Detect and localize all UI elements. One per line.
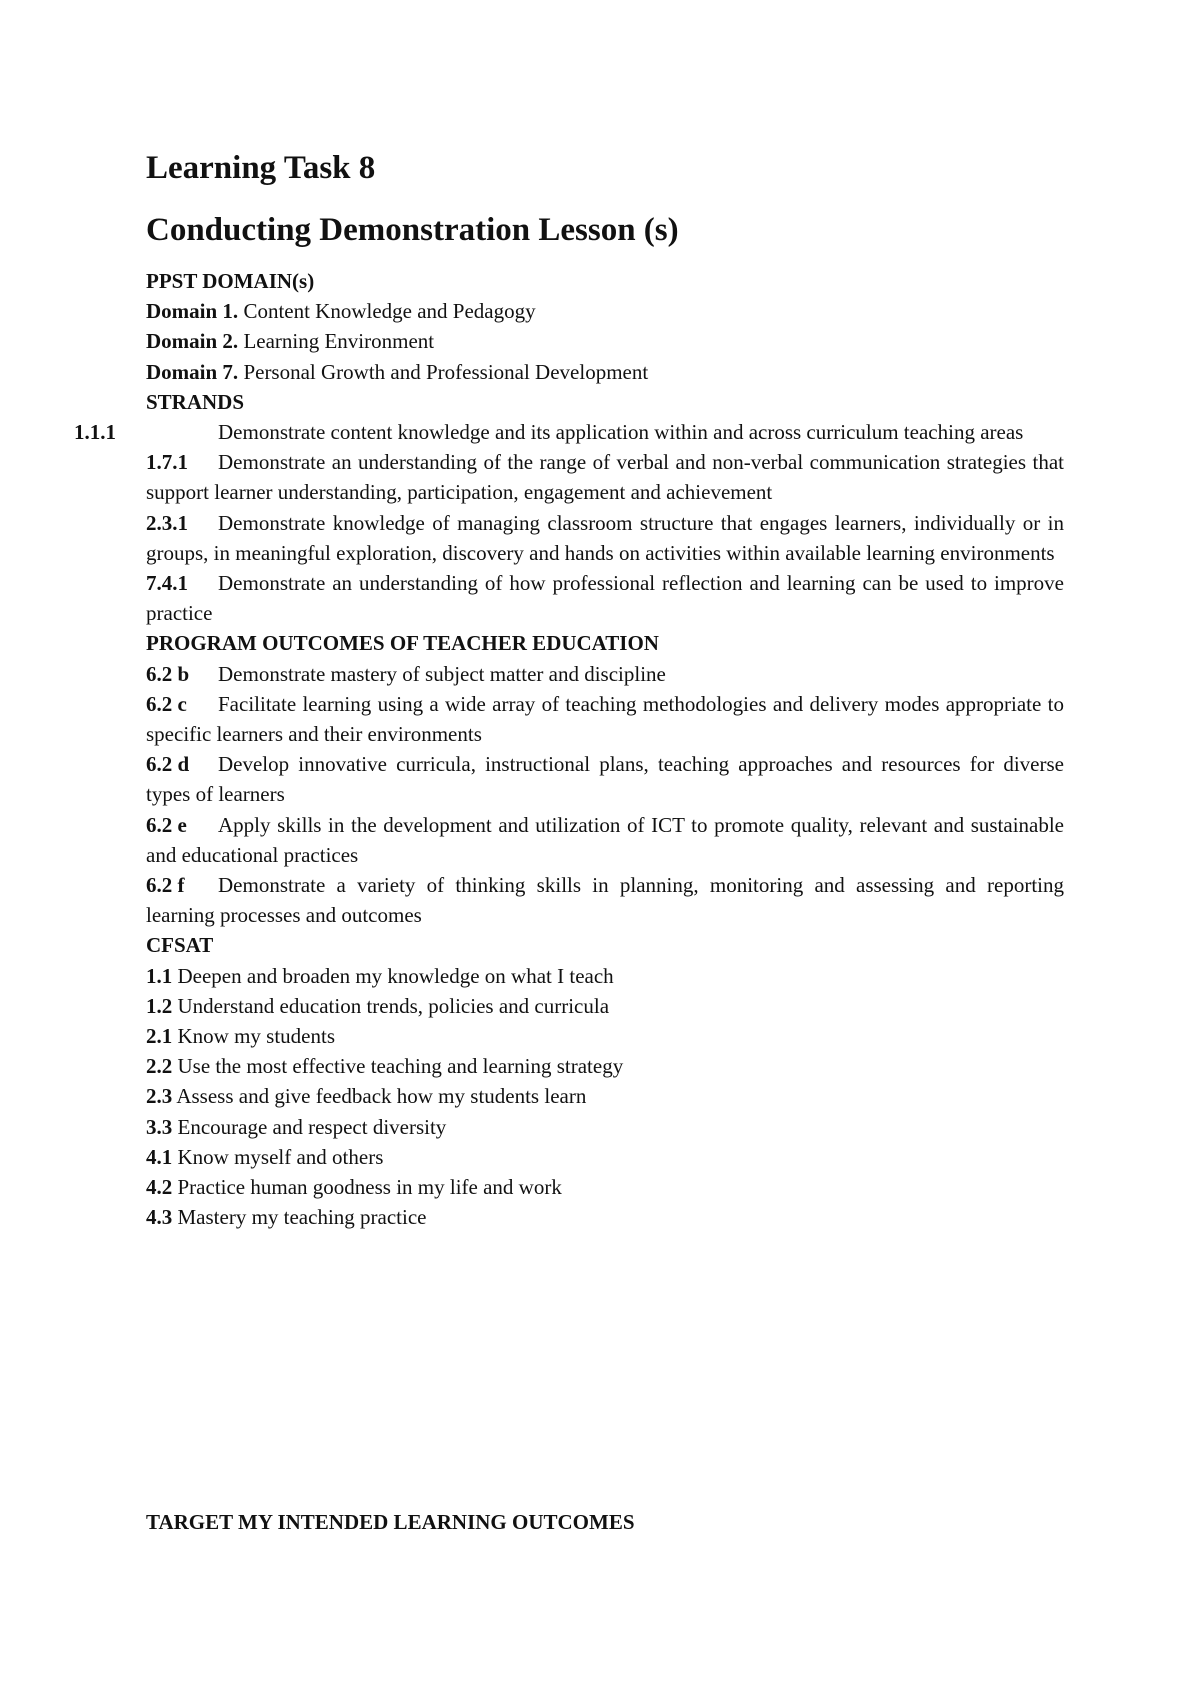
- cfsat-text: Understand education trends, policies and curricula: [172, 993, 610, 1018]
- cfsat-number: 4.3: [146, 1205, 173, 1230]
- strand-item: [146, 568, 1064, 628]
- outcome-text: Develop innovative curricula, instructional plans, teaching approaches and resources for diverse types of learners: [146, 752, 1064, 807]
- strand-text: Demonstrate content knowledge and its application within and across curriculum teaching areas: [218, 420, 1024, 445]
- cfsat-item: [146, 991, 1064, 1021]
- cfsat-item: [146, 1202, 1064, 1232]
- strand-number: 7.4.1: [146, 571, 188, 596]
- strand-text: Demonstrate an understanding of how professional reflection and learning can be used to improve practice: [146, 571, 1064, 626]
- cfsat-text: Use the most effective teaching and learning strategy: [172, 1054, 624, 1079]
- outcome-text: Demonstrate mastery of subject matter and discipline: [218, 661, 666, 686]
- outcome-item: [146, 810, 1064, 870]
- cfsat-heading: CFSAT: [146, 933, 214, 958]
- domain-item: [146, 296, 1064, 326]
- cfsat-number: 2.1: [146, 1024, 173, 1049]
- page-subtitle: Conducting Demonstration Lesson (s): [146, 212, 679, 248]
- outcome-number: 6.2 e: [146, 812, 187, 837]
- domain-label: Domain 7.: [146, 359, 239, 384]
- cfsat-number: 4.2: [146, 1175, 173, 1200]
- cfsat-number: 1.2: [146, 993, 173, 1018]
- cfsat-item: [146, 1081, 1064, 1111]
- cfsat-item: [146, 1051, 1064, 1081]
- cfsat-number: 3.3: [146, 1114, 173, 1139]
- strand-number: 1.1.1: [74, 420, 116, 445]
- outcome-item: [146, 659, 1064, 689]
- ppst-heading: PPST DOMAIN(s): [146, 269, 315, 293]
- cfsat-number: 2.2: [146, 1054, 173, 1079]
- document-body: [74, 266, 1064, 1233]
- domain-item: [146, 357, 1064, 387]
- cfsat-item: [146, 961, 1064, 991]
- outcome-text: Apply skills in the development and utilization of ICT to promote quality, relevant and sustainable and educational practices: [146, 812, 1064, 867]
- cfsat-text: Know my students: [172, 1024, 335, 1049]
- outcomes-heading: PROGRAM OUTCOMES OF TEACHER EDUCATION: [146, 631, 659, 656]
- outcome-number: 6.2 f: [146, 873, 185, 898]
- outcome-item: [146, 749, 1064, 809]
- strand-text: Demonstrate knowledge of managing classroom structure that engages learners, individually or in groups, in meaningful exploration, discovery and hands on activities within available learning environments: [146, 510, 1064, 565]
- cfsat-text: Deepen and broaden my knowledge on what I teach: [172, 963, 614, 988]
- cfsat-text: Mastery my teaching practice: [172, 1205, 427, 1230]
- target-heading: TARGET MY INTENDED LEARNING OUTCOMES: [146, 1510, 635, 1534]
- page-title: Learning Task 8: [146, 150, 376, 186]
- outcome-number: 6.2 b: [146, 661, 190, 686]
- strand-text: Demonstrate an understanding of the range of verbal and non-verbal communication strategies that support learner understanding, participation, engagement and achievement: [146, 450, 1064, 505]
- cfsat-item: [146, 1021, 1064, 1051]
- outcome-item: [146, 689, 1064, 749]
- strand-item: [146, 508, 1064, 568]
- cfsat-item: [146, 1142, 1064, 1172]
- cfsat-number: 4.1: [146, 1144, 173, 1169]
- domain-label: Domain 1.: [146, 299, 239, 324]
- domain-item: [146, 326, 1064, 356]
- domain-text: Personal Growth and Professional Development: [238, 359, 649, 384]
- outcome-text: Facilitate learning using a wide array of teaching methodologies and delivery modes appropriate to specific learners and their environments: [146, 691, 1064, 747]
- cfsat-item: [146, 1112, 1064, 1142]
- domain-text: Learning Environment: [238, 329, 435, 354]
- domain-label: Domain 2.: [146, 329, 239, 354]
- cfsat-text: Encourage and respect diversity: [172, 1114, 447, 1139]
- cfsat-text: Assess and give feedback how my students learn: [172, 1084, 587, 1109]
- strand-item: [146, 447, 1064, 507]
- outcome-number: 6.2 c: [146, 691, 187, 716]
- cfsat-text: Know myself and others: [172, 1144, 384, 1169]
- outcome-text: Demonstrate a variety of thinking skills in planning, monitoring and assessing and reporting learning processes and outcomes: [146, 873, 1064, 928]
- cfsat-item: [146, 1172, 1064, 1202]
- strand-item: [74, 417, 1064, 447]
- strand-number: 1.7.1: [146, 450, 188, 475]
- strands-heading: STRANDS: [146, 389, 245, 414]
- outcome-item: [146, 870, 1064, 930]
- outcome-number: 6.2 d: [146, 752, 190, 777]
- strand-number: 2.3.1: [146, 510, 188, 535]
- cfsat-number: 1.1: [146, 963, 173, 988]
- domain-text: Content Knowledge and Pedagogy: [238, 299, 536, 324]
- cfsat-text: Practice human goodness in my life and work: [172, 1175, 562, 1200]
- cfsat-number: 2.3: [146, 1084, 173, 1109]
